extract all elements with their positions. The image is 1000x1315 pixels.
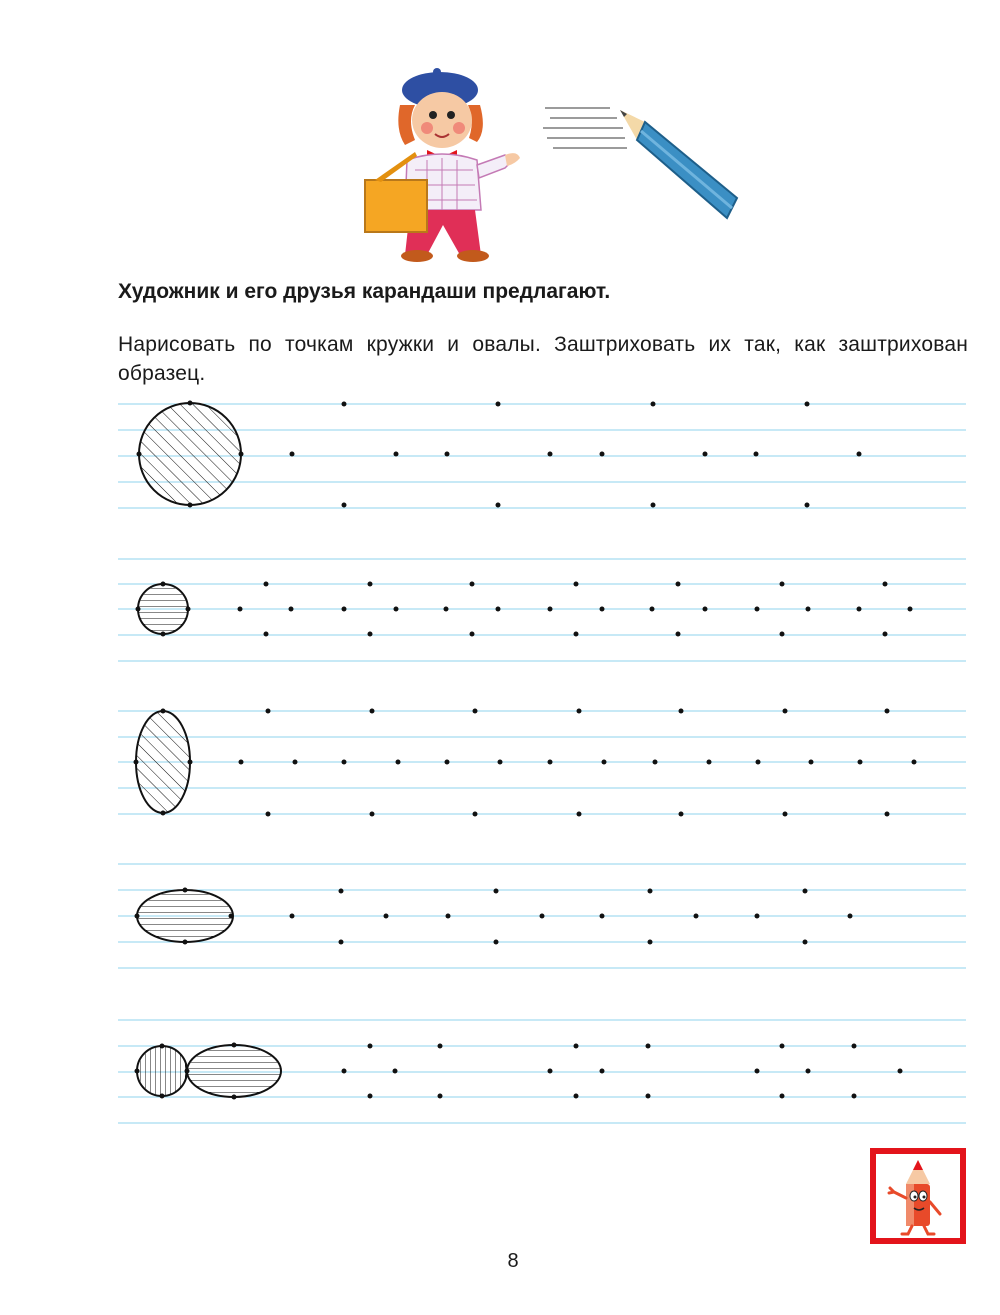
tracing-worksheet bbox=[0, 390, 1000, 1150]
ruled-lines bbox=[118, 404, 966, 1123]
sample-oval-horizontal bbox=[185, 1043, 282, 1100]
sample-horizontal-oval-horizontal bbox=[135, 888, 234, 945]
flying-pencil bbox=[620, 110, 737, 218]
pencil-mascot-icon bbox=[876, 1154, 960, 1238]
page-number: 8 bbox=[507, 1250, 519, 1272]
artist-illustration bbox=[355, 60, 755, 270]
tracing-dots-row-1 bbox=[290, 402, 862, 508]
speed-lines bbox=[543, 108, 627, 148]
task-heading: Художник и его друзья карандаши предлагают. bbox=[118, 280, 611, 303]
boy-artist-figure bbox=[365, 68, 520, 262]
sample-circle-diagonal bbox=[137, 401, 244, 508]
sample-circle-vertical bbox=[135, 1044, 188, 1099]
sample-vertical-oval-diagonal bbox=[134, 709, 193, 816]
mascot-badge bbox=[870, 1148, 966, 1244]
task-instruction: Нарисовать по точкам кружки и овалы. Заштриховать их так, как заштрихован образец. bbox=[118, 333, 968, 385]
tracing-dots-row-5 bbox=[342, 1044, 903, 1099]
sample-small-circle-horizontal bbox=[136, 582, 191, 637]
